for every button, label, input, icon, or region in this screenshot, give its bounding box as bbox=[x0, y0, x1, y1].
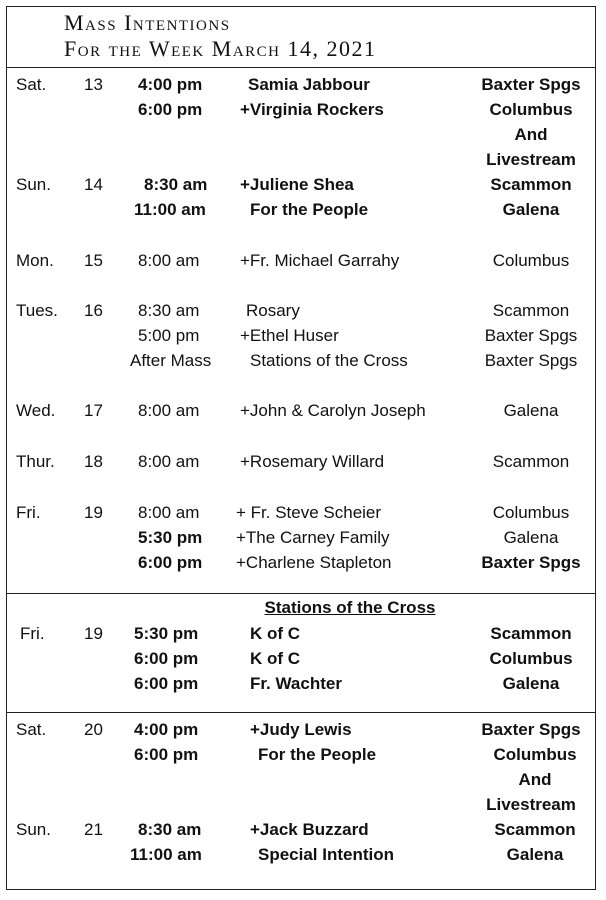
day-cell: Mon. bbox=[16, 251, 54, 270]
time-cell: 11:00 am bbox=[130, 845, 202, 864]
time-cell: 11:00 am bbox=[134, 200, 206, 219]
table-row bbox=[0, 525, 606, 550]
table-row bbox=[0, 646, 606, 671]
intention-cell: For the People bbox=[250, 200, 369, 219]
time-cell: 5:30 pm bbox=[138, 528, 203, 547]
table-row bbox=[0, 323, 606, 348]
intention-cell: +Juliene Shea bbox=[240, 175, 354, 194]
intention-cell: Samia Jabbour bbox=[248, 75, 370, 94]
table-row bbox=[0, 197, 606, 222]
intention-cell: +Virginia Rockers bbox=[240, 100, 384, 119]
intention-cell: +Judy Lewis bbox=[250, 720, 352, 739]
location-cell: Baxter Spgs bbox=[481, 553, 581, 572]
table-row bbox=[0, 550, 606, 575]
table-row bbox=[0, 717, 606, 742]
table-row bbox=[0, 122, 606, 147]
table-row bbox=[0, 621, 606, 646]
title-line-2: For the Week March 14, 2021 bbox=[64, 36, 377, 61]
intention-cell: +The Carney Family bbox=[236, 528, 390, 547]
date-cell: 16 bbox=[84, 301, 103, 320]
table-row bbox=[0, 842, 606, 867]
location-cell: And bbox=[514, 125, 548, 144]
time-cell: 8:30 am bbox=[138, 301, 200, 320]
day-cell: Fri. bbox=[16, 503, 41, 522]
location-cell: Scammon bbox=[492, 452, 570, 471]
location-cell: Livestream bbox=[486, 150, 576, 169]
table-row bbox=[0, 817, 606, 842]
date-cell: 15 bbox=[84, 251, 103, 270]
divider-week2 bbox=[6, 712, 596, 713]
date-cell: 17 bbox=[84, 401, 103, 420]
time-cell: 8:30 am bbox=[138, 820, 202, 839]
location-cell: Livestream bbox=[486, 795, 576, 814]
time-cell: 6:00 pm bbox=[138, 553, 203, 572]
time-cell: 5:30 pm bbox=[134, 624, 199, 643]
table-row bbox=[0, 398, 606, 423]
intention-cell: Special Intention bbox=[258, 845, 395, 864]
table-row bbox=[0, 72, 606, 97]
location-cell: Columbus bbox=[489, 100, 573, 119]
divider-header bbox=[6, 67, 596, 68]
date-cell: 19 bbox=[84, 503, 103, 522]
day-cell: Fri. bbox=[20, 624, 45, 643]
date-cell: 18 bbox=[84, 452, 103, 471]
date-cell: 13 bbox=[84, 75, 103, 94]
location-cell: Columbus bbox=[493, 745, 577, 764]
intention-cell: Fr. Wachter bbox=[250, 674, 342, 693]
intention-cell: +Jack Buzzard bbox=[250, 820, 369, 839]
table-row bbox=[0, 767, 606, 792]
table-row bbox=[0, 348, 606, 373]
location-cell: Columbus bbox=[492, 503, 570, 522]
time-cell: 5:00 pm bbox=[138, 326, 200, 345]
date-cell: 21 bbox=[84, 820, 103, 839]
table-row bbox=[0, 97, 606, 122]
time-cell: 6:00 pm bbox=[134, 674, 199, 693]
date-cell: 14 bbox=[84, 175, 103, 194]
time-cell: 6:00 pm bbox=[134, 745, 199, 764]
location-cell: Columbus bbox=[489, 649, 573, 668]
intention-cell: For the People bbox=[258, 745, 377, 764]
location-cell: Galena bbox=[506, 845, 564, 864]
time-cell: 6:00 pm bbox=[138, 100, 203, 119]
table-row bbox=[0, 172, 606, 197]
location-cell: Scammon bbox=[490, 624, 572, 643]
time-cell: 8:00 am bbox=[138, 503, 200, 522]
intention-cell: Rosary bbox=[246, 301, 300, 320]
intention-cell: +John & Carolyn Joseph bbox=[240, 401, 426, 420]
intention-cell: + Fr. Steve Scheier bbox=[236, 503, 382, 522]
day-cell: Wed. bbox=[16, 401, 56, 420]
time-cell: 8:00 am bbox=[138, 251, 200, 270]
location-cell: Galena bbox=[502, 200, 560, 219]
table-row bbox=[0, 449, 606, 474]
divider-stations bbox=[6, 593, 596, 594]
time-cell: 4:00 pm bbox=[138, 75, 203, 94]
title-line-1: Mass Intentions bbox=[64, 10, 231, 35]
time-cell: 8:30 am bbox=[144, 175, 208, 194]
intention-cell: K of C bbox=[250, 624, 301, 643]
intention-cell: +Ethel Huser bbox=[240, 326, 339, 345]
location-cell: Scammon bbox=[492, 301, 570, 320]
table-row bbox=[0, 298, 606, 323]
location-cell: Galena bbox=[502, 674, 560, 693]
table-row bbox=[0, 248, 606, 273]
intention-cell: +Fr. Michael Garrahy bbox=[240, 251, 400, 270]
location-cell: Scammon bbox=[490, 175, 572, 194]
date-cell: 20 bbox=[84, 720, 103, 739]
table-row bbox=[0, 742, 606, 767]
day-cell: Sat. bbox=[16, 75, 47, 94]
stations-heading: Stations of the Cross bbox=[264, 598, 436, 617]
time-cell: 4:00 pm bbox=[134, 720, 199, 739]
date-cell: 19 bbox=[84, 624, 103, 643]
time-cell: After Mass bbox=[130, 351, 212, 370]
intention-cell: Stations of the Cross bbox=[250, 351, 408, 370]
day-cell: Sun. bbox=[16, 175, 51, 194]
location-cell: Columbus bbox=[492, 251, 570, 270]
day-cell: Sat. bbox=[16, 720, 47, 739]
time-cell: 8:00 am bbox=[138, 401, 200, 420]
table-row bbox=[0, 147, 606, 172]
location-cell: And bbox=[518, 770, 552, 789]
location-cell: Scammon bbox=[494, 820, 576, 839]
location-cell: Galena bbox=[503, 401, 559, 420]
time-cell: 8:00 am bbox=[138, 452, 200, 471]
location-cell: Baxter Spgs bbox=[484, 326, 578, 345]
day-cell: Tues. bbox=[16, 301, 58, 320]
intention-cell: +Rosemary Willard bbox=[240, 452, 385, 471]
intention-cell: K of C bbox=[250, 649, 301, 668]
table-row bbox=[0, 792, 606, 817]
day-cell: Sun. bbox=[16, 820, 51, 839]
location-cell: Baxter Spgs bbox=[484, 351, 578, 370]
location-cell: Galena bbox=[503, 528, 559, 547]
day-cell: Thur. bbox=[16, 452, 55, 471]
time-cell: 6:00 pm bbox=[134, 649, 199, 668]
table-row bbox=[0, 671, 606, 696]
location-cell: Baxter Spgs bbox=[481, 720, 581, 739]
table-row bbox=[0, 500, 606, 525]
location-cell: Baxter Spgs bbox=[481, 75, 581, 94]
intention-cell: +Charlene Stapleton bbox=[236, 553, 392, 572]
